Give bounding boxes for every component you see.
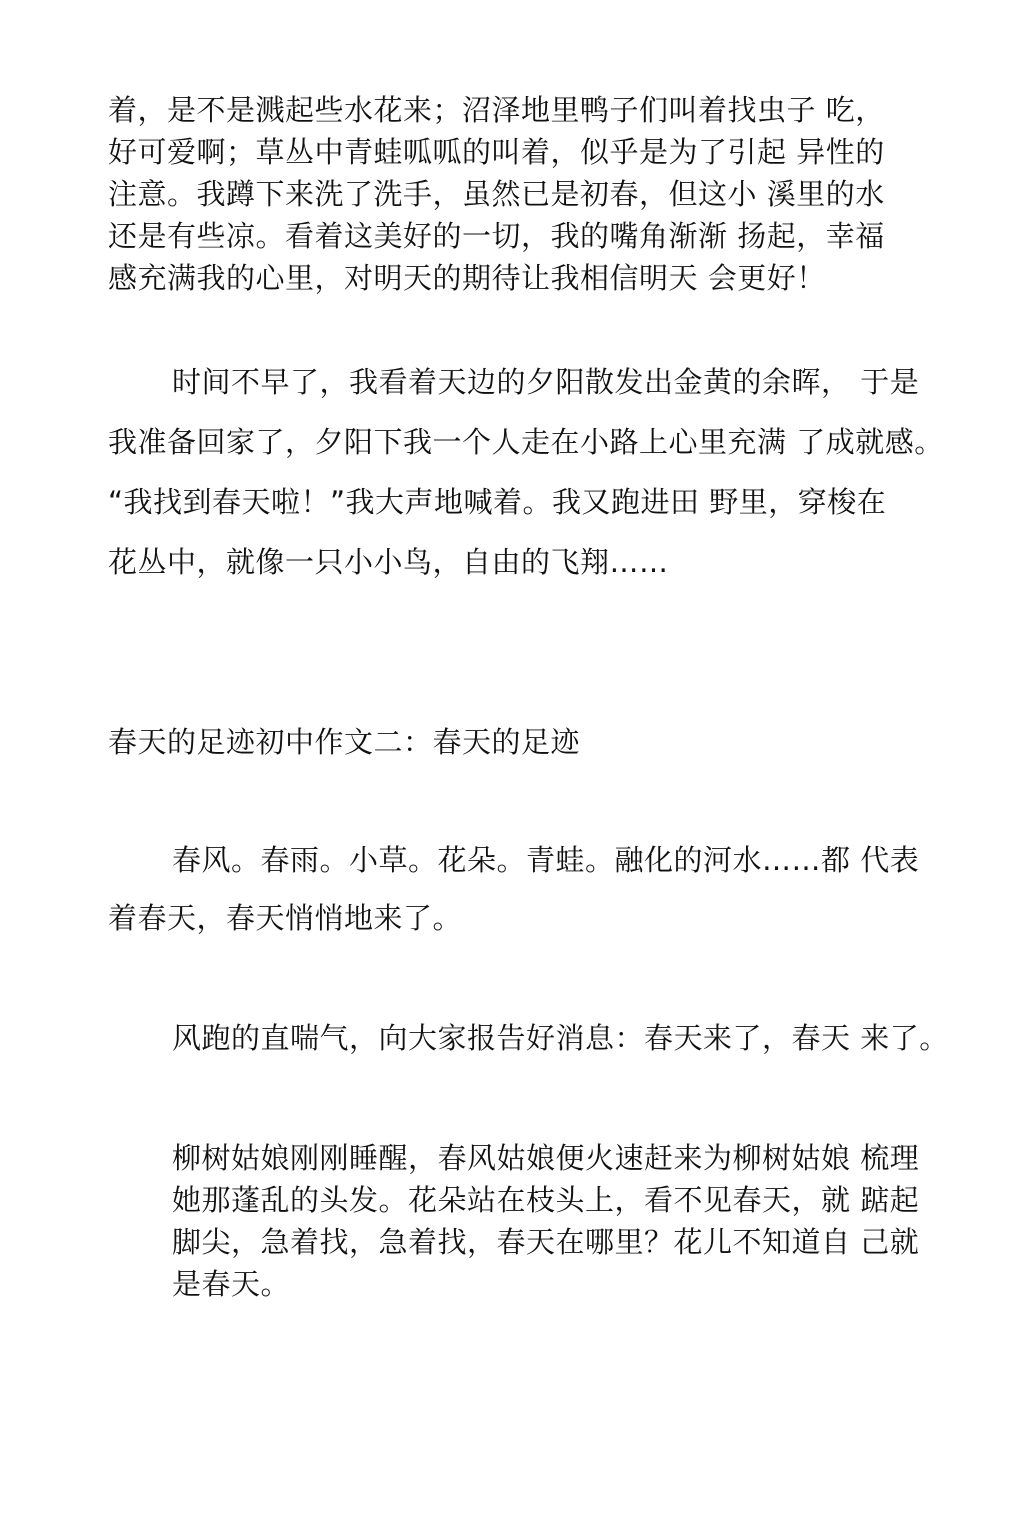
paragraph-4-line-1: 风跑的直喘气，向大家报告好消息：春天来了，春天 来了。 xyxy=(172,1021,949,1055)
paragraph-1-line-4: 还是有些凉。看着这美好的一切，我的嘴角渐渐 扬起，幸福 xyxy=(108,219,885,253)
paragraph-2-line-1: 时间不早了，我看着天边的夕阳散发出金黄的余晖， 于是 xyxy=(172,365,920,399)
paragraph-5-line-1: 柳树姑娘刚刚睡醒，春风姑娘便火速赶来为柳树姑娘 梳理 xyxy=(172,1141,920,1175)
paragraph-1-line-5: 感充满我的心里，对明天的期待让我相信明天 会更好！ xyxy=(108,261,826,295)
paragraph-1-line-1: 着，是不是溅起些水花来；沼泽地里鸭子们叫着找虫子 吃， xyxy=(108,93,885,127)
paragraph-2-line-3: “我找到春天啦！”我大声地喊着。我又跑进田 野里，穿梭在 xyxy=(108,485,887,519)
paragraph-1-line-2: 好可爱啊；草丛中青蛙呱呱的叫着，似乎是为了引起 异性的 xyxy=(108,135,885,169)
paragraph-2-line-4: 花丛中，就像一只小小鸟，自由的飞翔…… xyxy=(108,545,669,579)
paragraph-5-line-3: 脚尖，急着找，急着找，春天在哪里？花儿不知道自 己就 xyxy=(172,1225,920,1259)
paragraph-5-line-2: 她那蓬乱的头发。花朵站在枝头上，看不见春天，就 踮起 xyxy=(172,1183,920,1217)
paragraph-3-line-2: 着春天，春天悄悄地来了。 xyxy=(108,901,463,935)
paragraph-1-line-3: 注意。我蹲下来洗了洗手，虽然已是初春，但这小 溪里的水 xyxy=(108,177,885,211)
paragraph-3-line-1: 春风。春雨。小草。花朵。青蛙。融化的河水……都 代表 xyxy=(172,843,920,877)
paragraph-5-line-4: 是春天。 xyxy=(172,1267,291,1301)
paragraph-2-line-2: 我准备回家了，夕阳下我一个人走在小路上心里充满 了成就感。 xyxy=(108,425,944,459)
section-heading: 春天的足迹初中作文二：春天的足迹 xyxy=(108,725,581,759)
